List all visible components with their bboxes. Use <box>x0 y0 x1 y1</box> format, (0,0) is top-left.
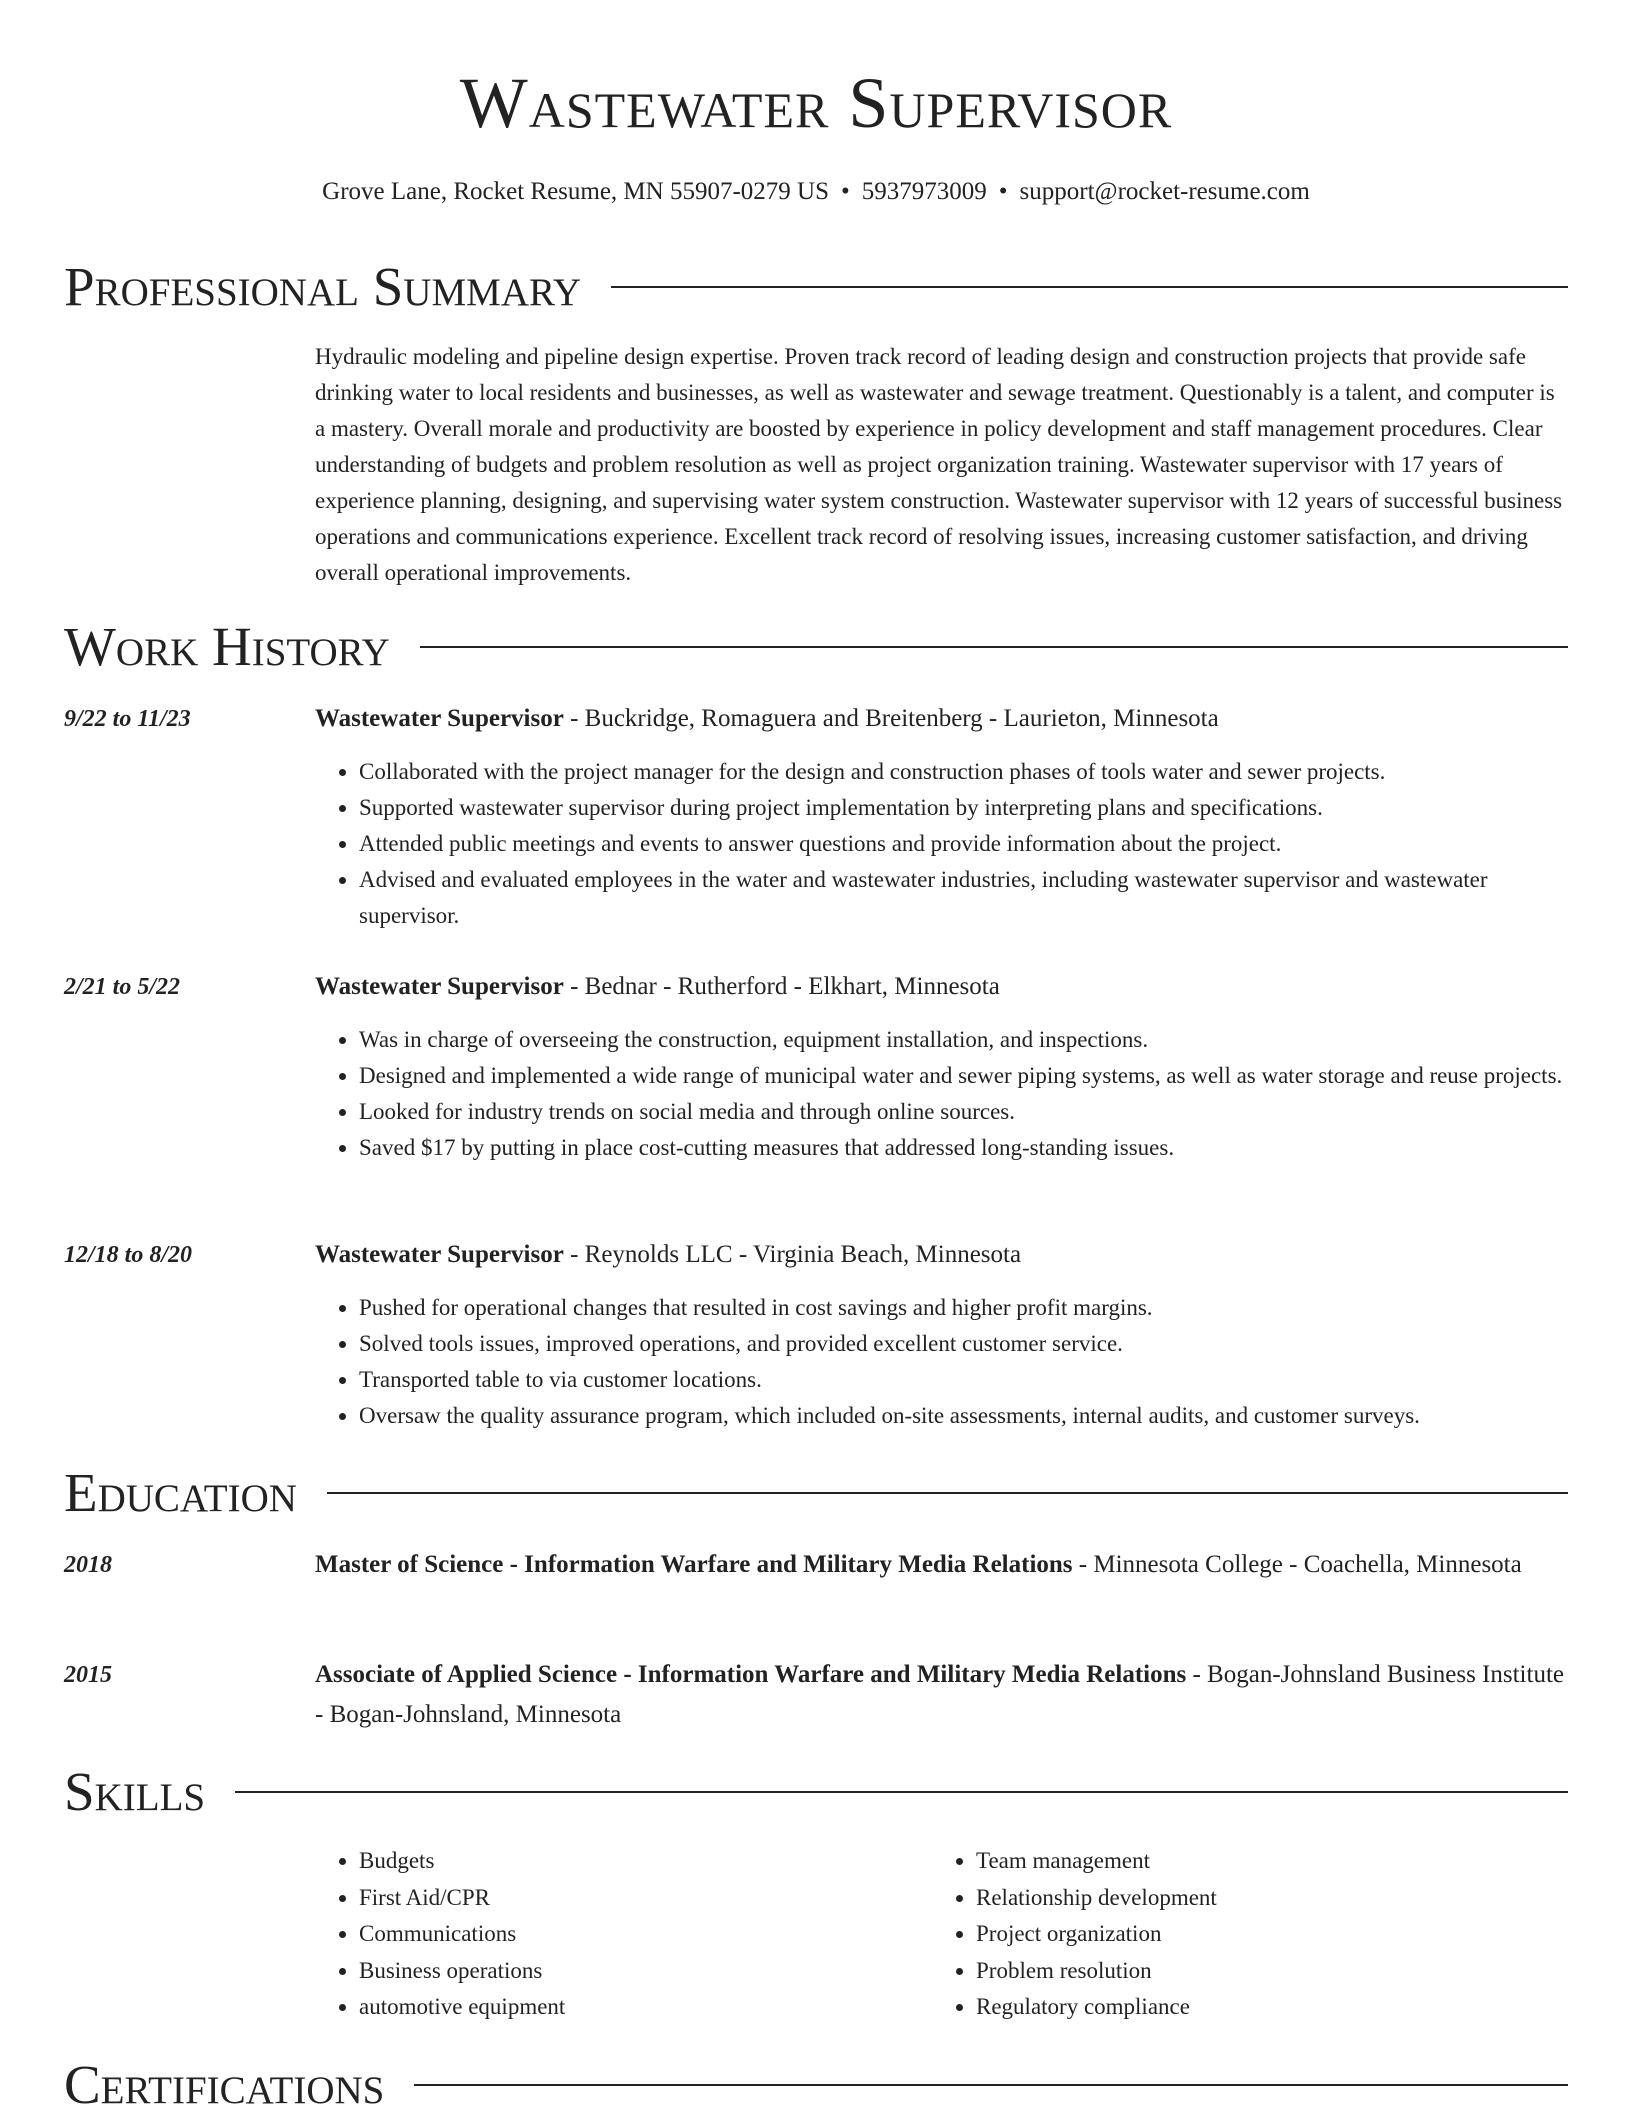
section-heading-education <box>64 1458 1568 1528</box>
skill-item: • automotive equipment <box>359 1989 915 2026</box>
skill-item: • Communications <box>359 1916 915 1953</box>
contact-line <box>0 175 1632 209</box>
education-degree: Associate of Applied Science - Information Warfare and Military Media Relations <box>315 1661 1187 1688</box>
education-year: 2018 <box>64 1552 112 1578</box>
job-role: Wastewater Supervisor <box>315 1241 564 1268</box>
section-divider <box>235 1791 1568 1793</box>
list-item: • Designed and implemented a wide range of municipal water and sewer piping systems, as well as water storage and reuse projects. <box>359 1058 1568 1094</box>
education-details <box>315 1545 1568 1585</box>
contact-phone: 5937973009 <box>861 178 987 205</box>
job-dates: 12/18 to 8/20 <box>64 1242 193 1268</box>
skill-item: • Project organization <box>976 1916 1532 1953</box>
contact-email: support@rocket-resume.com <box>1019 178 1310 205</box>
section-title: Professional Summary <box>64 256 582 317</box>
job-header <box>315 699 1568 739</box>
job-details: - Buckridge, Romaguera and Breitenberg - Laurieton, Minnesota <box>563 705 1219 732</box>
skills-list-right <box>932 1843 1532 2026</box>
section-divider <box>414 2084 1568 2086</box>
resume-name: Wastewater Supervisor <box>459 63 1173 143</box>
list-item: • Transported table to via customer locations. <box>359 1362 1568 1398</box>
summary-paragraph: Hydraulic modeling and pipeline design expertise. Proven track record of leading design and construction projects that provide safe drinking water to local residents and businesses, as well as wastewater and sewage treatment. Questionably is a talent, and computer is a mastery. Overall morale and productivity are boosted by experience in policy development and staff management procedures. Clear understanding of budgets and problem resolution as well as project organization training. Wastewater supervisor with 17 years of experience planning, designing, and supervising water system construction. Wastewater supervisor with 12 years of successful business operations and communications experience. Excellent track record of resolving issues, increasing customer satisfaction, and driving overall operational improvements. <box>315 344 1563 585</box>
skill-item: • Budgets <box>359 1843 915 1880</box>
list-item: • Collaborated with the project manager for the design and construction phases of tools water and sewer projects. <box>359 754 1568 790</box>
skill-item: • Relationship development <box>976 1880 1532 1917</box>
job-role: Wastewater Supervisor <box>315 705 564 732</box>
education-degree: Master of Science - Information Warfare and Military Media Relations <box>315 1551 1073 1578</box>
education-institution: - Bogan-Johnsland Business Institute - Bogan-Johnsland, Minnesota <box>315 1661 1564 1728</box>
contact-address: Grove Lane, Rocket Resume, MN 55907-0279 US <box>322 178 830 205</box>
job-header <box>315 1235 1568 1275</box>
skill-item: • First Aid/CPR <box>359 1880 915 1917</box>
education-year: 2015 <box>64 1662 112 1688</box>
skill-item: • Team management <box>976 1843 1532 1880</box>
list-item: • Advised and evaluated employees in the water and wastewater industries, including wastewater supervisor and wastewater supervisor. <box>359 862 1568 934</box>
job-bullets <box>315 1290 1568 1434</box>
skill-item: • Problem resolution <box>976 1953 1532 1990</box>
job-dates: 9/22 to 11/23 <box>64 706 191 732</box>
section-title: Skills <box>64 1761 206 1822</box>
section-divider <box>611 286 1568 288</box>
list-item: • Oversaw the quality assurance program, which included on-site assessments, internal audits, and customer surveys. <box>359 1398 1568 1434</box>
job-header <box>315 967 1568 1007</box>
list-item: • Supported wastewater supervisor during project implementation by interpreting plans and specifications. <box>359 790 1568 826</box>
section-title: Education <box>64 1462 297 1523</box>
list-item: • Was in charge of overseeing the construction, equipment installation, and inspections. <box>359 1022 1568 1058</box>
job-bullets <box>315 1022 1568 1166</box>
section-title: Work History <box>64 616 390 677</box>
job-details: - Reynolds LLC - Virginia Beach, Minnesota <box>563 1241 1022 1268</box>
contact-separator: • <box>998 178 1008 205</box>
list-item: • Attended public meetings and events to answer questions and provide information about the project. <box>359 826 1568 862</box>
section-heading-work-history <box>64 612 1568 682</box>
education-institution: - Minnesota College - Coachella, Minnesota <box>1072 1551 1522 1578</box>
section-divider <box>327 1492 1568 1494</box>
education-details <box>315 1655 1568 1735</box>
contact-separator: • <box>841 178 850 205</box>
list-item: • Solved tools issues, improved operations, and provided excellent customer service. <box>359 1326 1568 1362</box>
job-bullets <box>315 754 1568 934</box>
job-details: - Bednar - Rutherford - Elkhart, Minnesota <box>563 973 1000 1000</box>
list-item: • Looked for industry trends on social media and through online sources. <box>359 1094 1568 1130</box>
section-heading-summary <box>64 252 1568 322</box>
job-dates: 2/21 to 5/22 <box>64 974 181 1000</box>
section-heading-skills <box>64 1757 1568 1827</box>
skill-item: • Regulatory compliance <box>976 1989 1532 2026</box>
section-heading-certifications <box>64 2050 1568 2120</box>
section-title: Certifications <box>64 2054 385 2115</box>
list-item: • Pushed for operational changes that resulted in cost savings and higher profit margins. <box>359 1290 1568 1326</box>
job-role: Wastewater Supervisor <box>315 973 564 1000</box>
list-item: • Saved $17 by putting in place cost-cutting measures that addressed long-standing issues. <box>359 1130 1568 1166</box>
skill-item: • Business operations <box>359 1953 915 1990</box>
section-divider <box>420 646 1568 648</box>
skills-list-left <box>315 1843 915 2026</box>
